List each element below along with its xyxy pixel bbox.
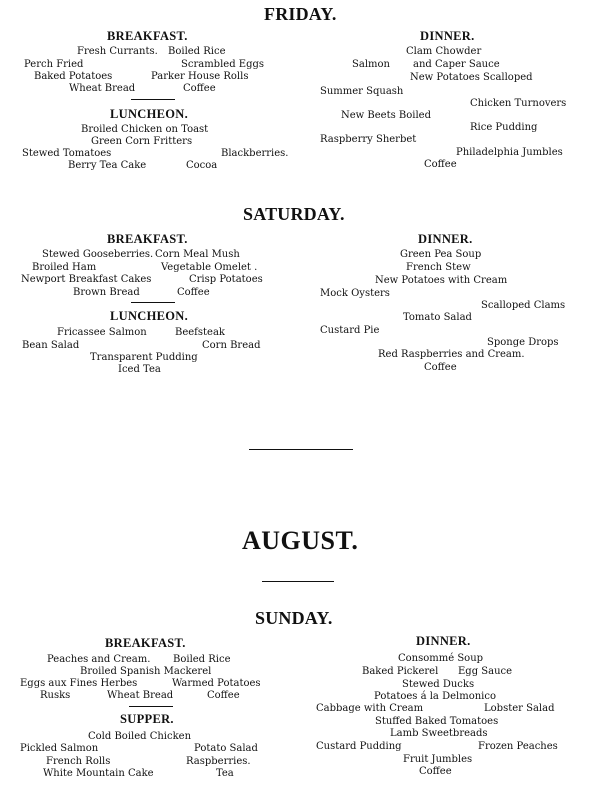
menu-item: and Caper Sauce xyxy=(413,59,500,70)
menu-item: Clam Chowder xyxy=(406,46,482,57)
sunday-breakfast-heading: BREAKFAST. xyxy=(105,636,186,650)
menu-item: Potatoes á la Delmonico xyxy=(374,691,496,702)
menu-item: Eggs aux Fines Herbes xyxy=(20,678,138,689)
menu-item: Pickled Salmon xyxy=(20,743,99,754)
menu-item: Crisp Potatoes xyxy=(189,274,263,285)
menu-item: Raspberry Sherbet xyxy=(320,134,417,145)
menu-item: Broiled Spanish Mackerel xyxy=(80,666,212,677)
menu-item: Coffee xyxy=(424,159,457,170)
menu-item: Tea xyxy=(216,768,234,779)
menu-item: Coffee xyxy=(183,83,216,94)
menu-item: Green Pea Soup xyxy=(400,249,482,260)
menu-item: New Potatoes Scalloped xyxy=(410,72,533,83)
menu-item: Stuffed Baked Tomatoes xyxy=(375,716,499,727)
sunday-supper-heading: SUPPER. xyxy=(120,712,174,726)
friday-dinner-heading: DINNER. xyxy=(420,29,475,43)
menu-item: Rusks xyxy=(40,690,71,701)
menu-item: Corn Bread xyxy=(202,340,261,351)
menu-item: Scalloped Clams xyxy=(481,300,566,311)
menu-item: Red Raspberries and Cream. xyxy=(378,349,525,360)
menu-item: Tomato Salad xyxy=(403,312,472,323)
menu-item: Coffee xyxy=(424,362,457,373)
sunday-dinner-heading: DINNER. xyxy=(416,634,471,648)
menu-item: Fricassee Salmon xyxy=(57,327,147,338)
menu-item: Broiled Chicken on Toast xyxy=(81,124,209,135)
menu-item: Rice Pudding xyxy=(470,122,538,133)
month-title: AUGUST. xyxy=(242,526,359,555)
menu-item: Mock Oysters xyxy=(320,288,390,299)
menu-item: Perch Fried xyxy=(24,59,84,70)
saturday-breakfast-heading: BREAKFAST. xyxy=(107,232,188,246)
menu-item: Potato Salad xyxy=(194,743,258,754)
menu-item: Fruit Jumbles xyxy=(403,754,473,765)
month-divider xyxy=(262,581,334,582)
section-divider xyxy=(249,449,353,450)
menu-item: Wheat Bread xyxy=(107,690,174,701)
menu-item: Custard Pie xyxy=(320,325,380,336)
divider xyxy=(131,302,175,303)
menu-item: Warmed Potatoes xyxy=(172,678,261,689)
menu-item: New Potatoes with Cream xyxy=(375,275,508,286)
menu-item: Coffee xyxy=(419,766,452,777)
menu-item: Scrambled Eggs xyxy=(181,59,265,70)
menu-item: Boiled Rice xyxy=(173,654,231,665)
menu-item: Broiled Ham xyxy=(32,262,97,273)
menu-item: Chicken Turnovers xyxy=(470,98,567,109)
saturday-luncheon-heading: LUNCHEON. xyxy=(110,309,189,323)
menu-item: Consommé Soup xyxy=(398,653,484,664)
menu-item: Cocoa xyxy=(186,160,218,171)
menu-item: Fresh Currants. xyxy=(77,46,158,57)
menu-item: Blackberries. xyxy=(221,148,289,159)
menu-item: Beefsteak xyxy=(175,327,225,338)
menu-item: Philadelphia Jumbles xyxy=(456,147,563,158)
menu-item: Stewed Tomatoes xyxy=(22,148,112,159)
menu-item: Bean Salad xyxy=(22,340,80,351)
menu-item: Boiled Rice xyxy=(168,46,226,57)
menu-item: Cabbage with Cream xyxy=(316,703,424,714)
menu-item: Salmon xyxy=(352,59,390,70)
menu-item: Custard Pudding xyxy=(316,741,402,752)
menu-item: Wheat Bread xyxy=(69,83,136,94)
menu-item: Coffee xyxy=(177,287,210,298)
friday-breakfast-heading: BREAKFAST. xyxy=(107,29,188,43)
divider xyxy=(129,706,173,707)
menu-item: Parker House Rolls xyxy=(151,71,249,82)
menu-item: Green Corn Fritters xyxy=(91,136,193,147)
menu-item: Brown Bread xyxy=(73,287,140,298)
menu-item: Stewed Ducks xyxy=(402,679,475,690)
menu-item: Summer Squash xyxy=(320,86,404,97)
menu-item: New Beets Boiled xyxy=(341,110,432,121)
menu-item: Baked Potatoes xyxy=(34,71,113,82)
menu-item: Lamb Sweetbreads xyxy=(390,728,488,739)
menu-item: Berry Tea Cake xyxy=(68,160,147,171)
menu-item: Coffee xyxy=(207,690,240,701)
menu-item: Egg Sauce xyxy=(458,666,513,677)
menu-item: Peaches and Cream. xyxy=(47,654,151,665)
menu-item: White Mountain Cake xyxy=(43,768,154,779)
menu-item: Frozen Peaches xyxy=(478,741,558,752)
menu-item: Corn Meal Mush xyxy=(155,249,240,260)
menu-item: Sponge Drops xyxy=(487,337,559,348)
menu-item: Lobster Salad xyxy=(484,703,555,714)
friday-luncheon-heading: LUNCHEON. xyxy=(110,107,189,121)
menu-item: Transparent Pudding xyxy=(90,352,198,363)
day-title-sunday: SUNDAY. xyxy=(255,608,333,628)
menu-item: Vegetable Omelet . xyxy=(161,262,258,273)
saturday-dinner-heading: DINNER. xyxy=(418,232,473,246)
day-title-friday: FRIDAY. xyxy=(264,4,337,24)
menu-item: Newport Breakfast Cakes xyxy=(21,274,152,285)
menu-item: Baked Pickerel xyxy=(362,666,439,677)
menu-item: Iced Tea xyxy=(118,364,161,375)
menu-item: French Rolls xyxy=(46,756,111,767)
menu-item: Raspberries. xyxy=(186,756,251,767)
menu-item: French Stew xyxy=(406,262,471,273)
day-title-saturday: SATURDAY. xyxy=(243,204,345,224)
menu-item: Stewed Gooseberries. xyxy=(42,249,154,260)
menu-item: Cold Boiled Chicken xyxy=(88,731,192,742)
divider xyxy=(131,99,175,100)
